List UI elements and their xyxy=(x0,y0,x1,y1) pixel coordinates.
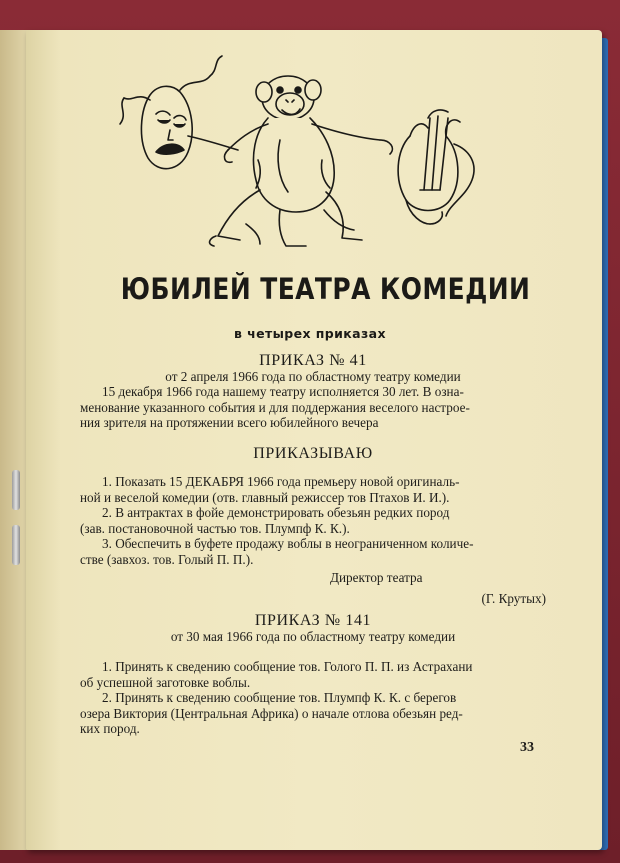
order-41-items xyxy=(80,474,546,607)
staple xyxy=(12,525,20,565)
order-41-section xyxy=(80,353,546,431)
order-item-line: 3. Обеспечить в буфете продажу воблы в неограниченном количе- xyxy=(102,536,474,552)
order-item-line: 1. Принять к сведению сообщение тов. Голого П. П. из Астрахани xyxy=(102,659,473,674)
signature-name: (Г. Крутых) xyxy=(481,591,546,607)
order-item-line: 1. Показать 15 ДЕКАБРЯ 1966 года премьеру новой оригиналь- xyxy=(102,474,460,489)
staple xyxy=(12,470,20,510)
document-title: ЮБИЛЕЙ ТЕАТРА КОМЕДИИ xyxy=(120,272,531,306)
order-date-line: от 30 мая 1966 года по областному театру комедии xyxy=(170,628,456,644)
order-heading: ПРИКАЗ № 141 xyxy=(254,612,372,629)
order-141-items xyxy=(80,659,546,737)
order-item-line: 2. Принять к сведению сообщение тов. Плумпф К. К. с берегов xyxy=(102,690,457,706)
decree-heading: ПРИКАЗЫВАЮ xyxy=(253,445,373,462)
preamble-line: менование указанного события и для поддержания веселого настрое- xyxy=(80,399,470,415)
theatre-mask-icon xyxy=(120,56,238,169)
order-item-line: об успешной заготовке воблы. xyxy=(80,674,251,690)
order-item-line: (зав. постановочной частью тов. Плумпф К. К.). xyxy=(80,520,350,536)
order-141-section xyxy=(80,613,546,644)
header-illustration xyxy=(110,40,510,255)
lyre-icon xyxy=(398,110,474,224)
order-heading: ПРИКАЗ № 41 xyxy=(259,352,367,369)
order-item-line: 2. В антрактах в фойе демонстрировать обезьян редких пород xyxy=(102,505,450,521)
page-number: 33 xyxy=(520,740,534,755)
monkey-icon xyxy=(210,76,393,246)
order-item-line: стве (завхоз. тов. Голый П. П.). xyxy=(80,551,254,567)
document-subtitle: в четырех приказах xyxy=(234,326,386,341)
signature-title: Директор театра xyxy=(330,569,423,585)
preamble-line: 15 декабря 1966 года нашему театру исполняется 30 лет. В озна- xyxy=(102,384,464,400)
order-item-line: ких пород. xyxy=(80,721,140,737)
preamble-line: ния зрителя на протяжении всего юбилейного вечера xyxy=(80,415,379,431)
order-item-line: озера Виктория (Центральная Африка) о начале отлова обезьян ред- xyxy=(80,705,463,721)
order-item-line: ной и веселой комедии (отв. главный режиссер тов Птахов И. И.). xyxy=(80,489,450,505)
order-date-line: от 2 апреля 1966 года по областному театру комедии xyxy=(165,368,461,384)
